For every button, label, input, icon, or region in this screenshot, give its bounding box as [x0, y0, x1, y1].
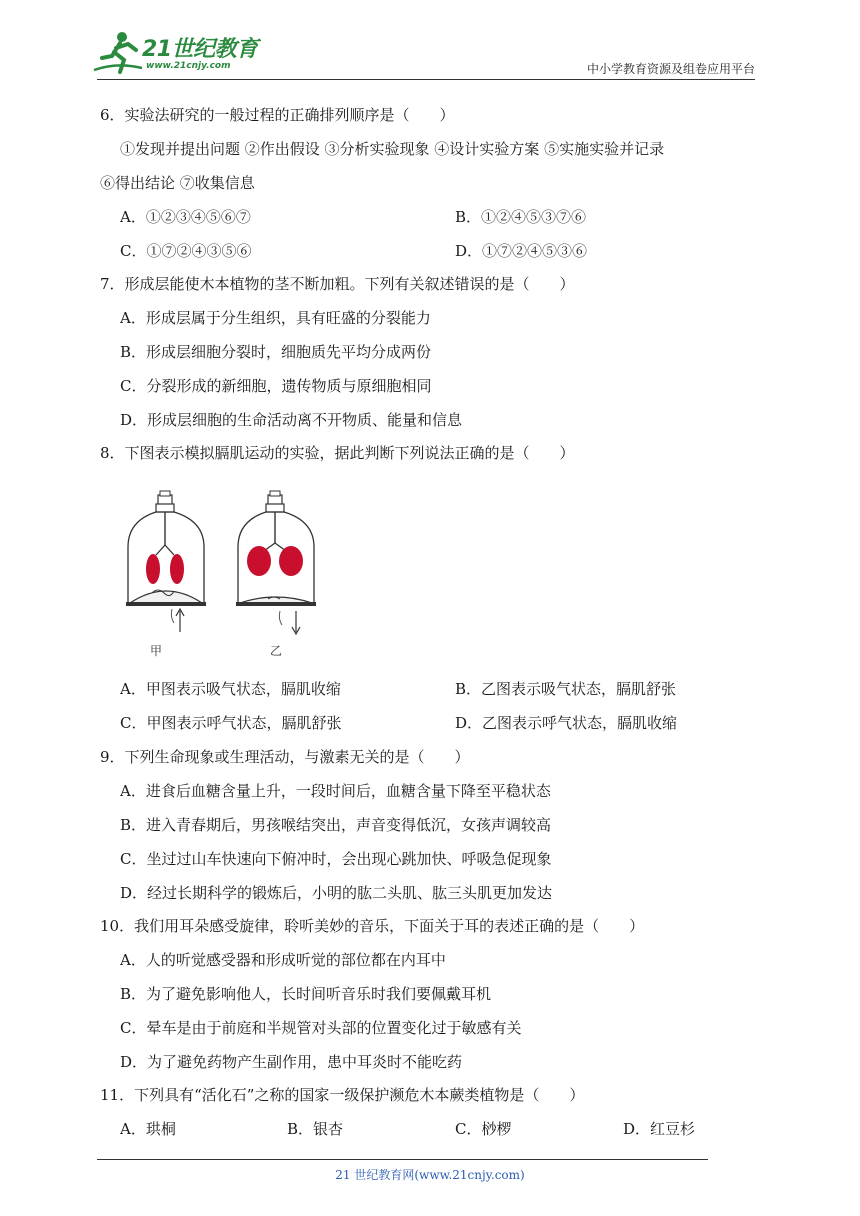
question-9-option-c[interactable]: C．坐过过山车快速向下俯冲时，会出现心跳加快、呼吸急促现象	[120, 850, 552, 868]
question-6-body-line-1: ①发现并提出问题 ②作出假设 ③分析实验现象 ④设计实验方案 ⑤实施实验并记录	[120, 140, 665, 158]
question-8-stem: 8．下图表示模拟膈肌运动的实验，据此判断下列说法正确的是（ ）	[100, 444, 575, 462]
question-9-option-d[interactable]: D．经过长期科学的锻炼后，小明的肱二头肌、肱三头肌更加发达	[120, 884, 553, 902]
question-6-option-b[interactable]: B．①②④⑤③⑦⑥	[455, 208, 587, 226]
question-10-option-b[interactable]: B．为了避免影响他人，长时间听音乐时我们要佩戴耳机	[120, 985, 492, 1003]
question-7-stem: 7．形成层能使木本植物的茎不断加粗。下列有关叙述错误的是（ ）	[100, 275, 575, 293]
question-7-option-c[interactable]: C．分裂形成的新细胞，遗传物质与原细胞相同	[120, 377, 432, 395]
question-9-option-b[interactable]: B．进入青春期后，男孩喉结突出，声音变得低沉，女孩声调较高	[120, 816, 552, 834]
runner-icon	[92, 30, 144, 76]
site-logo	[92, 30, 267, 80]
question-8-option-c[interactable]: C．甲图表示呼气状态，膈肌舒张	[120, 714, 342, 732]
figure-label-yi: 乙	[270, 644, 283, 658]
question-7-option-b[interactable]: B．形成层细胞分裂时，细胞质先平均分成两份	[120, 343, 432, 361]
logo-url: www.21cnjy.com	[146, 61, 231, 71]
question-7-option-a[interactable]: A．形成层属于分生组织，具有旺盛的分裂能力	[120, 309, 431, 327]
diaphragm-model-figure	[118, 475, 340, 665]
question-6-option-a[interactable]: A．①②③④⑤⑥⑦	[120, 208, 251, 226]
question-10-option-a[interactable]: A．人的听觉感受器和形成听觉的部位都在内耳中	[120, 951, 446, 969]
header-divider	[97, 79, 755, 80]
question-9-option-a[interactable]: A．进食后血糖含量上升，一段时间后，血糖含量下降至平稳状态	[120, 782, 551, 800]
question-8-option-a[interactable]: A．甲图表示吸气状态，膈肌收缩	[120, 680, 341, 698]
question-7-option-d[interactable]: D．形成层细胞的生命活动离不开物质、能量和信息	[120, 411, 463, 429]
question-8-option-d[interactable]: D．乙图表示呼气状态，膈肌收缩	[455, 714, 678, 732]
question-10-stem: 10．我们用耳朵感受旋律，聆听美妙的音乐，下面关于耳的表述正确的是（ ）	[100, 917, 645, 935]
footer-link[interactable]: 21 世纪教育网(www.21cnjy.com)	[335, 1168, 525, 1182]
jar-jia-diagram	[126, 491, 206, 632]
question-6-option-c[interactable]: C．①⑦②④③⑤⑥	[120, 242, 252, 260]
question-11-option-b[interactable]: B．银杏	[287, 1120, 344, 1138]
question-11-stem: 11．下列具有“活化石”之称的国家一级保护濒危木本蕨类植物是（ ）	[100, 1086, 585, 1104]
question-11-option-d[interactable]: D．红豆杉	[623, 1120, 696, 1138]
question-6-stem: 6．实验法研究的一般过程的正确排列顺序是（ ）	[100, 106, 455, 124]
question-6-body-line-2: ⑥得出结论 ⑦收集信息	[100, 174, 255, 192]
jar-yi-diagram	[236, 491, 316, 634]
question-10-option-d[interactable]: D．为了避免药物产生副作用，患中耳炎时不能吃药	[120, 1053, 463, 1071]
platform-title: 中小学教育资源及组卷应用平台	[586, 62, 755, 76]
question-9-stem: 9．下列生命现象或生理活动，与激素无关的是（ ）	[100, 748, 470, 766]
logo-text: 21世纪教育	[142, 37, 258, 62]
question-11-option-c[interactable]: C．桫椤	[455, 1120, 512, 1138]
question-11-option-a[interactable]: A．珙桐	[120, 1120, 176, 1138]
figure-label-jia: 甲	[150, 644, 163, 658]
question-6-option-d[interactable]: D．①⑦②④⑤③⑥	[455, 242, 588, 260]
footer-divider	[97, 1159, 708, 1160]
page-header	[0, 0, 860, 84]
question-8-option-b[interactable]: B．乙图表示吸气状态，膈肌舒张	[455, 680, 677, 698]
question-10-option-c[interactable]: C．晕车是由于前庭和半规管对头部的位置变化过于敏感有关	[120, 1019, 522, 1037]
